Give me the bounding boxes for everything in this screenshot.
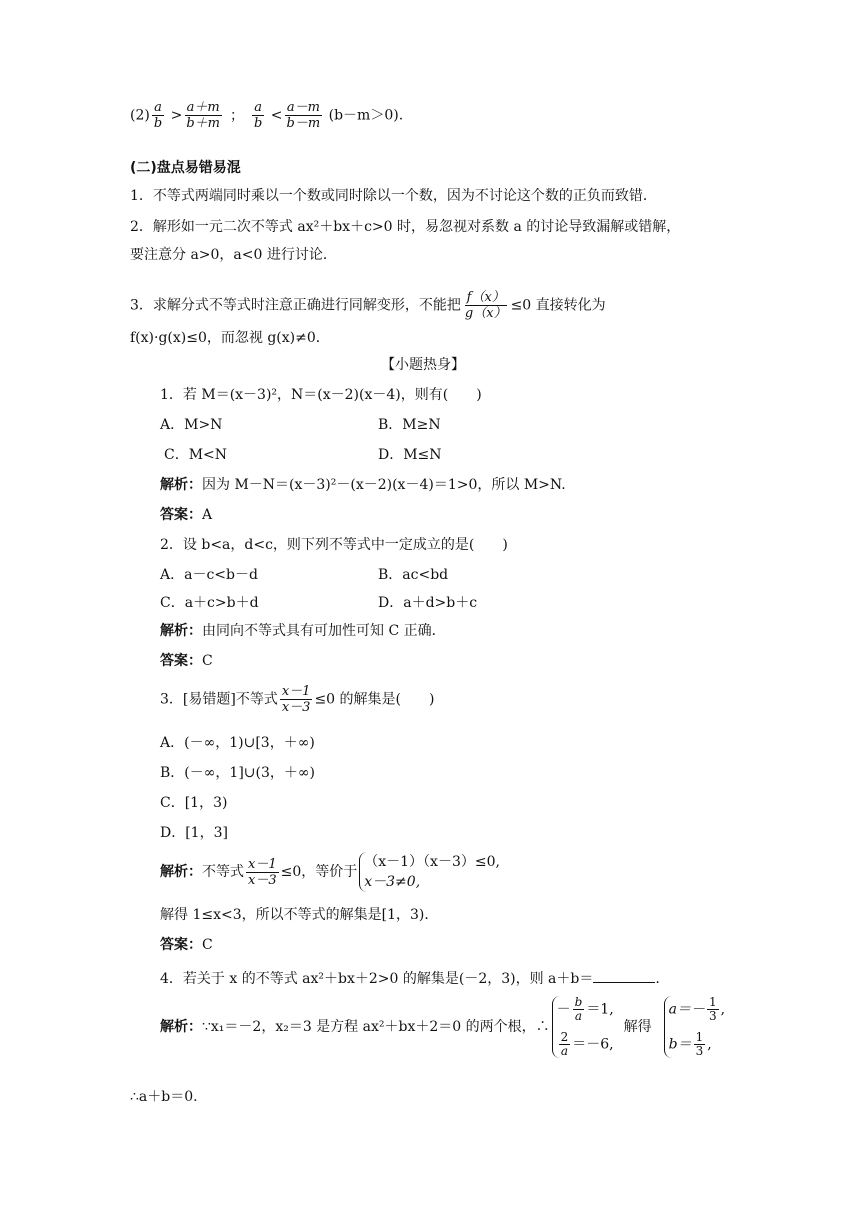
question-3-stem: 3．[易错题]不等式 $\frac{x-1}{x-3}$ ≤0 的解集是( ) — [160, 684, 435, 715]
equation-system: － $\frac{b}{a}$ ＝1, $\frac{2}{a}$ ＝－6, — [552, 996, 614, 1058]
review-point-3-line-1: 3．求解分式不等式时注意正确进行同解变形，不能把 $\frac{f(x)}{g(x)}$ ≤0 直接转化为 — [130, 290, 606, 321]
fraction: $\frac{a}{b}$ — [254, 100, 263, 131]
equation-system: （x－1）（x－3）≤0, x－3≠0, — [359, 852, 500, 892]
review-point-3-line-2: f(x)·g(x)≤0，而忽视 g(x)≠0． — [130, 330, 330, 346]
solution-system: a＝－ $\frac{1}{3}$ , b＝ $\frac{1}{3}$ , — [664, 996, 725, 1058]
fraction: $\frac{a}{b}$ — [153, 100, 163, 131]
q3-option-b: B．(－∞，1]∪(3，＋∞) — [160, 765, 316, 781]
q2-option-b: B．ac<bd — [378, 567, 449, 583]
q1-answer: 答案：A — [160, 507, 213, 523]
q4-conclusion: ∴a＋b＝0. — [130, 1089, 198, 1105]
fraction: $\frac{f(x)}{g(x)}$ — [464, 290, 507, 321]
q1-option-d: D．M≤N — [378, 447, 442, 463]
q3-analysis-line-2: 解得 1≤x<3，所以不等式的解集是[1，3)． — [160, 907, 439, 923]
q3-answer: 答案：C — [160, 937, 213, 953]
q2-answer: 答案：C — [160, 653, 213, 669]
section-title: (二)盘点易错易混 — [130, 160, 241, 176]
q2-option-a: A．a－c<b－d — [160, 567, 258, 583]
q4-analysis: 解析：∵x₁＝－2，x₂＝3 是方程 ax²＋bx＋2＝0 的两个根，∴ － $\frac{b}{a}$ ＝1, $\frac{2}{a}$ ＝－6, 解得 a＝－ $\frac{1}{3}$ , b＝ $\frac{1}{3}$ , — [160, 995, 726, 1058]
review-point-1: 1．不等式两端同时乘以一个数或同时除以一个数，因为不讨论这个数的正负而致错． — [130, 188, 657, 204]
q2-option-d: D．a＋d>b＋c — [378, 595, 478, 611]
fraction: $\frac{a-m}{b-m}$ — [286, 100, 321, 131]
review-item-2: (2) $\frac{a}{b}$ > $\frac{a+m}{b+m}$ ； $\frac{a}{b}$ < $\frac{a-m}{b-m}$ (b－m＞0). — [130, 100, 404, 131]
question-4-stem: 4．若关于 x 的不等式 ax²＋bx＋2>0 的解集是(－2，3)，则 a＋b＝ . — [160, 968, 660, 988]
q3-option-c: C．[1，3) — [160, 795, 228, 811]
q2-option-c: C．a＋c>b＋d — [160, 595, 259, 611]
fraction: $\frac{a+m}{b+m}$ — [186, 100, 221, 131]
fraction: $\frac{x-1}{x-3}$ — [248, 856, 277, 888]
q2-analysis: 解析：由同向不等式具有可加性可知 C 正确． — [160, 623, 446, 639]
question-2-stem: 2．设 b<a，d<c，则下列不等式中一定成立的是( ) — [160, 537, 508, 553]
section-heading: 【小题热身】 — [381, 357, 465, 373]
q1-option-a: A．M>N — [160, 417, 223, 433]
q1-analysis: 解析：因为 M－N＝(x－3)²－(x－2)(x－4)＝1>0，所以 M>N. — [160, 477, 566, 493]
question-1-stem: 1．若 M＝(x－3)²，N＝(x－2)(x－4)，则有( ) — [160, 387, 482, 403]
q1-option-c: C．M<N — [164, 447, 228, 463]
answer-blank — [593, 968, 655, 983]
q3-option-d: D．[1，3] — [160, 825, 228, 841]
q1-option-b: B．M≥N — [378, 417, 441, 433]
q3-option-a: A．(－∞，1)∪[3，＋∞) — [160, 735, 315, 751]
fraction: $\frac{x-1}{x-3}$ — [281, 684, 311, 715]
q3-analysis: 解析：不等式 $\frac{x-1}{x-3}$ ≤0，等价于 （x－1）（x－3）≤0, x－3≠0, — [160, 854, 500, 890]
review-point-2-line-1: 2．解形如一元二次不等式 ax²＋bx＋c>0 时，易忽视对系数 a 的讨论导致漏解或错解， — [130, 219, 681, 235]
review-point-2-line-2: 要注意分 a>0，a<0 进行讨论． — [130, 247, 337, 263]
